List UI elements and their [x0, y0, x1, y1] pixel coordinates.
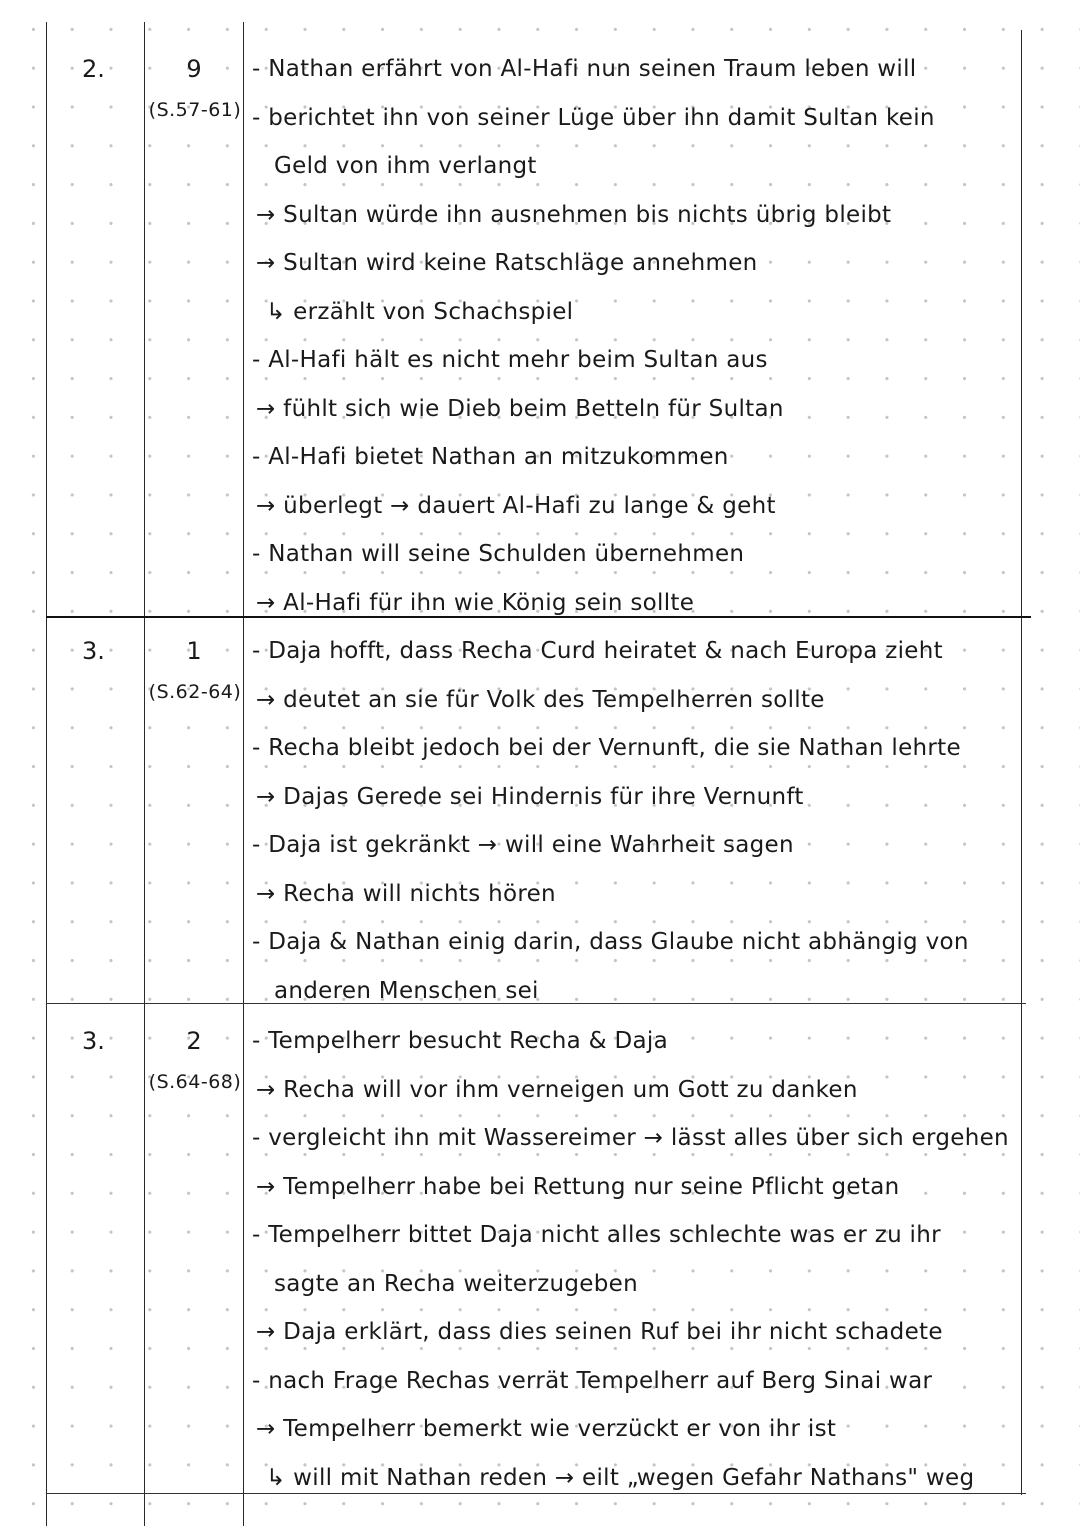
note-line: - Daja & Nathan einig darin, dass Glaube nicht abhängig von	[252, 929, 969, 955]
note-line: - Recha bleibt jedoch bei der Vernunft, die sie Nathan lehrte	[252, 735, 961, 761]
note-line: - Al-Hafi hält es nicht mehr beim Sultan aus	[252, 347, 768, 373]
scene-notes	[248, 54, 1018, 636]
note-line: → deutet an sie für Volk des Tempelherren sollte	[256, 686, 825, 713]
note-line: → fühlt sich wie Dieb beim Betteln für Sultan	[256, 395, 784, 422]
note-line: - Daja hofft, dass Recha Curd heiratet & nach Europa zieht	[252, 638, 943, 664]
act-number: 3.	[82, 1027, 105, 1055]
note-line: → Al-Hafi für ihn wie König sein sollte	[256, 589, 695, 616]
note-line: → Tempelherr bemerkt wie verzückt er von ihr ist	[256, 1416, 837, 1442]
note-line: - vergleicht ihn mit Wassereimer → lässt alles über sich ergehen	[252, 1125, 1009, 1151]
note-line: → Dajas Gerede sei Hindernis für ihre Vernunft	[256, 783, 804, 810]
note-line: Geld von ihm verlangt	[274, 153, 537, 179]
scene-number: 9	[186, 55, 202, 83]
scene-number: 2	[186, 1027, 202, 1055]
note-line: - Tempelherr besucht Recha & Daja	[252, 1028, 669, 1054]
note-line: - nach Frage Rechas verrät Tempelherr auf Berg Sinai war	[252, 1367, 933, 1394]
scene-number: 1	[186, 637, 202, 665]
note-line: sagte an Recha weiterzugeben	[274, 1270, 638, 1297]
note-line: - Nathan will seine Schulden übernehmen	[252, 541, 745, 567]
note-line: ↳ will mit Nathan reden → eilt „wegen Gefahr Nathans" weg	[266, 1464, 975, 1491]
note-line: - Tempelherr bittet Daja nicht alles schlechte was er zu ihr	[252, 1222, 941, 1248]
right-border-rule	[1021, 30, 1022, 1495]
note-line: → Sultan würde ihn ausnehmen bis nichts übrig bleibt	[256, 201, 892, 228]
act-number: 2.	[82, 55, 105, 83]
note-line: → Recha will nichts hören	[256, 880, 556, 907]
page-range: (S.57-61)	[148, 99, 242, 121]
note-line: → überlegt → dauert Al-Hafi zu lange & geht	[256, 492, 776, 519]
page-range: (S.62-64)	[148, 681, 242, 703]
note-line: - berichtet ihn von seiner Lüge über ihn damit Sultan kein	[252, 104, 935, 131]
left-margin-rule	[46, 22, 47, 1526]
scene-notes	[248, 636, 1018, 1024]
act-number: 3.	[82, 637, 105, 665]
note-line: → Sultan wird keine Ratschläge annehmen	[256, 250, 758, 276]
note-line: → Daja erklärt, dass dies seinen Ruf bei ihr nicht schadete	[256, 1319, 943, 1345]
page-range: (S.64-68)	[148, 1071, 242, 1093]
note-line: → Tempelherr habe bei Rettung nur seine Pflicht getan	[256, 1173, 900, 1200]
note-line: ↳ erzählt von Schachspiel	[266, 298, 574, 325]
note-line: → Recha will vor ihm verneigen um Gott zu danken	[256, 1076, 858, 1103]
note-line: - Daja ist gekränkt → will eine Wahrheit sagen	[252, 832, 794, 858]
scene-column-rule	[243, 22, 244, 1526]
note-line: - Al-Hafi bietet Nathan an mitzukommen	[252, 444, 729, 470]
note-line: anderen Menschen sei	[274, 977, 539, 1004]
note-line: - Nathan erfährt von Al-Hafi nun seinen Traum leben will	[252, 56, 917, 82]
scene-notes	[248, 1026, 1018, 1511]
act-column-rule	[144, 22, 145, 1526]
